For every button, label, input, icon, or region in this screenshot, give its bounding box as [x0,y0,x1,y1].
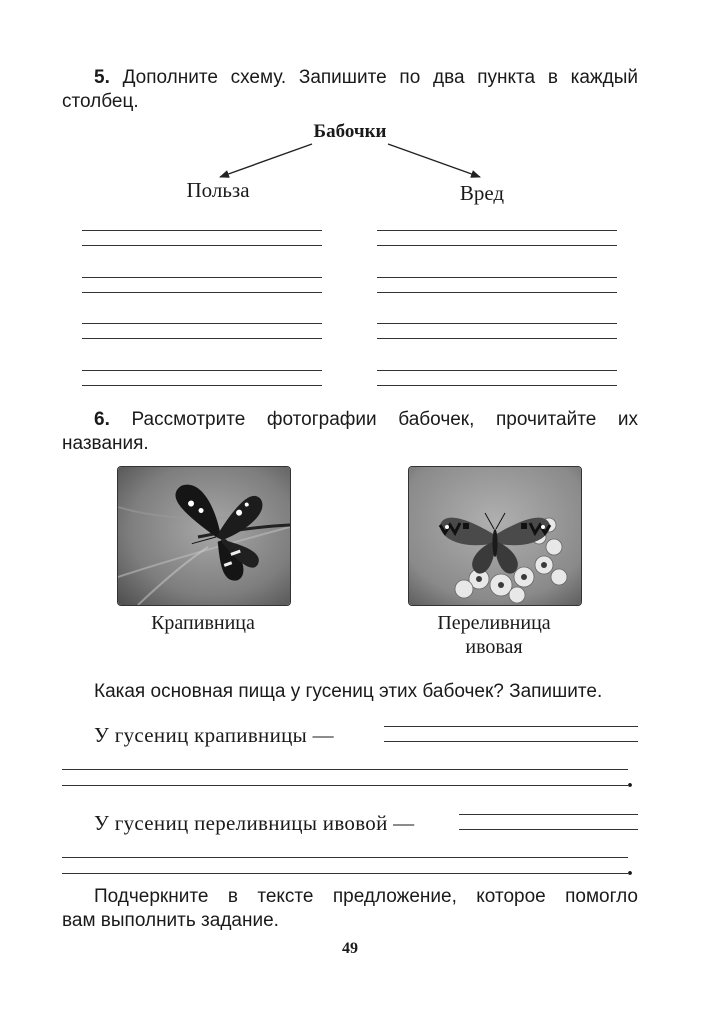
arrow-to-left [220,144,312,177]
task-6-footer-text [62,885,638,933]
scheme-arrows [0,0,724,220]
answer-1-period: . [627,767,633,793]
scheme-root-label: Бабочки [313,121,387,142]
task-6-footer-line2: вам выполнить задание. [62,910,279,931]
butterfly-1-icon [118,467,290,605]
answer-1-label: У гусениц крапивницы — [94,723,334,747]
task-6-instruction-line2: названия. [62,433,149,454]
page-number: 49 [342,940,358,957]
butterfly-2-icon [409,467,581,605]
task-5-number: 5. [94,67,110,88]
butterfly-caption-2: Переливница ивовая [437,612,551,658]
butterfly-photo-2 [408,466,582,606]
task-6-question: Какая основная пища у гусениц этих бабочек? Запишите. [94,681,603,702]
task-6-instruction-line1: Рассмотрите фотографии бабочек, прочитайте их [131,409,639,430]
arrow-to-right [388,144,480,177]
task-6-text [62,408,638,456]
answer-2-period: . [627,855,633,881]
task-5-instruction-line2: столбец. [62,91,139,112]
task-5-instruction-line1: Дополните схему. Запишите по два пункта в каждый [122,67,638,88]
scheme-right-label: Вред [459,181,505,205]
scheme-left-label: Польза [186,178,250,202]
butterfly-photo-1 [117,466,291,606]
task-6-footer-line1: Подчеркните в тексте предложение, которое помогло [94,886,638,907]
task-6-number: 6. [94,409,110,430]
butterfly-caption-1: Крапивница [151,612,255,634]
answer-2-label: У гусениц переливницы ивовой — [94,811,415,835]
